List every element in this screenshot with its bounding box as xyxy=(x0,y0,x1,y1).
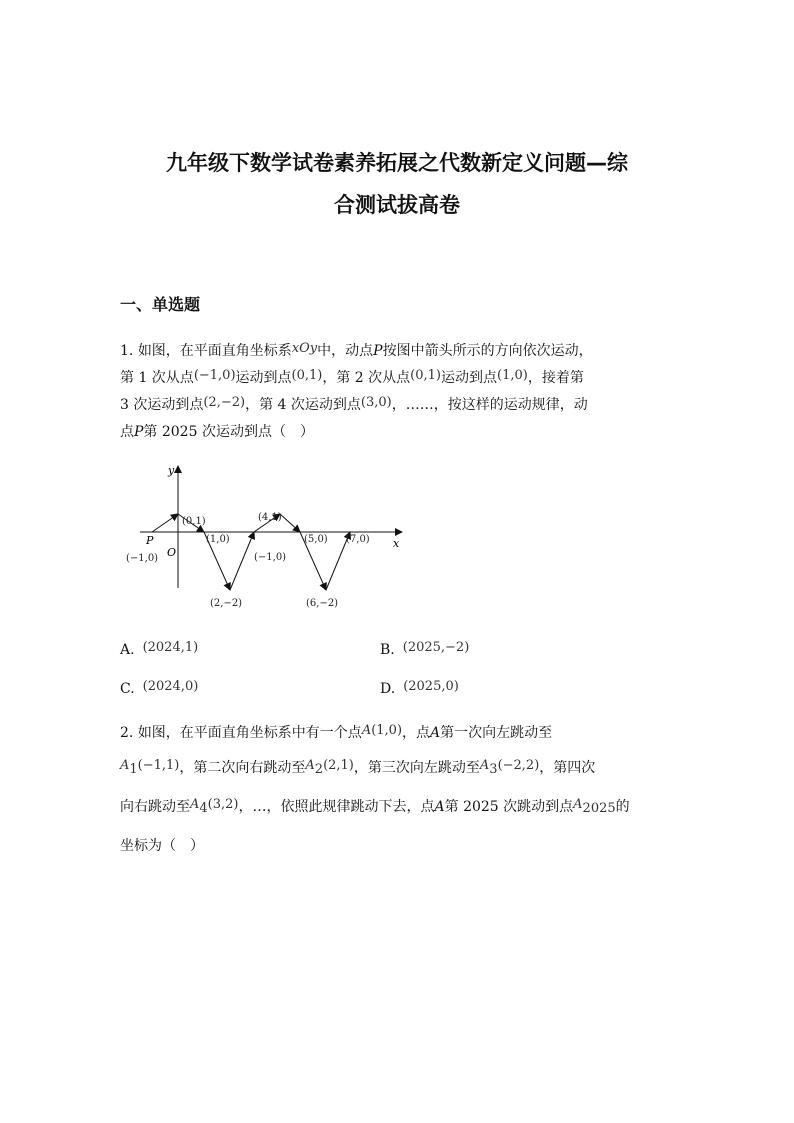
q2-text: 向右跳动至 xyxy=(120,798,190,815)
option-c-label: C. xyxy=(120,681,135,697)
q1-number: 1. xyxy=(120,343,134,359)
q2-coord: (1,0) xyxy=(371,723,403,738)
q2-coord: (−1,1) xyxy=(137,758,180,773)
q1-text: ，第 4 次运动到点 xyxy=(245,397,361,413)
section-heading: 一、单选题 xyxy=(120,295,201,314)
q2-text: ，…，依照此规律跳动下去，点 xyxy=(238,798,435,815)
q2-line-2 xyxy=(120,751,680,790)
q1-text: 运动到点 xyxy=(441,370,497,386)
option-c[interactable] xyxy=(120,681,198,697)
option-d[interactable] xyxy=(380,681,459,697)
option-b-value: (2025,−2) xyxy=(402,640,470,655)
point-label: (−1,0) xyxy=(254,552,287,563)
axis-y-label: y xyxy=(168,464,175,477)
q2-line-3 xyxy=(120,790,680,829)
q1-text: 点 xyxy=(120,424,134,440)
q2-subscript: 4 xyxy=(199,800,208,816)
q2-text: ，点 xyxy=(402,725,431,741)
q2-point: A xyxy=(430,725,441,741)
q2-text: ，第三次向左跳动至 xyxy=(353,760,480,776)
option-c-value: (2024,0) xyxy=(142,679,199,694)
q1-text: 第 1 次从点 xyxy=(120,370,194,386)
q1-text: 3 次运动到点 xyxy=(120,397,204,413)
q1-line-3 xyxy=(120,392,680,419)
q2-coord: (−2,2) xyxy=(497,758,540,773)
q1-line-2 xyxy=(120,365,680,392)
q2-subscript: 3 xyxy=(489,761,498,777)
q2-text: 第 2025 次跳动到点 xyxy=(444,798,574,815)
q1-text: 运动到点 xyxy=(235,370,292,386)
axis-x-label: x xyxy=(393,537,400,550)
point-label: (2,−2) xyxy=(210,598,243,609)
q1-coord: (0,1) xyxy=(410,368,441,383)
q2-line-4 xyxy=(120,829,680,864)
q2-coord: (2,1) xyxy=(323,758,354,773)
q1-text: 按图中箭头所示的方向依次运动， xyxy=(382,343,593,359)
q1-coord: (−1,0) xyxy=(193,368,236,383)
q1-line-1 xyxy=(120,338,680,365)
point-label: (4,1) xyxy=(258,512,282,523)
q1-text: 如图，在平面直角坐标系 xyxy=(137,343,292,359)
point-label: (6,−2) xyxy=(306,598,339,609)
coordinate-figure xyxy=(120,458,410,618)
q2-point: A xyxy=(434,798,445,815)
q2-subscript: 1 xyxy=(129,761,138,777)
q2-coord: (3,2) xyxy=(207,796,239,812)
q1-coord: (3,0) xyxy=(360,395,392,410)
point-label: (−1,0) xyxy=(126,553,159,564)
path-segment xyxy=(152,514,178,532)
q2-point: A xyxy=(573,796,583,812)
q1-text: ，接着第 xyxy=(527,370,584,386)
point-label: (1,0) xyxy=(206,534,230,545)
q2-text: ，第二次向右跳动至 xyxy=(179,760,306,776)
point-label: (5,0) xyxy=(304,534,328,545)
q2-text: 坐标为（ ） xyxy=(120,837,204,854)
q2-point: A xyxy=(120,758,130,773)
q2-point: A xyxy=(479,758,490,773)
option-d-value: (2025,0) xyxy=(403,679,459,694)
option-d-label: D. xyxy=(380,681,396,697)
q2-text: ，第四次 xyxy=(539,760,596,776)
q1-text: 中，动点 xyxy=(317,343,374,359)
title-line-1: 九年级下数学试卷素养拓展之代数新定义问题—综 xyxy=(166,151,628,175)
q1-line-4 xyxy=(120,419,680,445)
option-a[interactable] xyxy=(120,642,198,658)
path-segment xyxy=(230,532,254,590)
origin-label: O xyxy=(167,546,177,559)
option-a-value: (2024,1) xyxy=(142,640,199,655)
q1-text: ，第 2 次从点 xyxy=(322,370,411,386)
q1-coord: (2,−2) xyxy=(203,395,246,410)
q1-coord: (1,0) xyxy=(497,368,528,383)
option-b[interactable] xyxy=(380,642,469,658)
q2-text: 第一次向左跳动至 xyxy=(440,725,553,741)
q1-coord-system: xOy xyxy=(291,341,318,356)
q2-subscript: 2 xyxy=(314,761,324,777)
q2-text: 的 xyxy=(615,798,630,815)
point-label: (0,1) xyxy=(182,516,206,527)
q2-point: A xyxy=(361,723,372,738)
option-a-label: A. xyxy=(120,642,135,658)
q2-line-1 xyxy=(120,716,680,751)
q1-text: 第 2025 次运动到点（ ） xyxy=(143,424,314,440)
question-1 xyxy=(120,338,680,445)
q2-number: 2. xyxy=(120,725,134,741)
q2-text: 如图，在平面直角坐标系中有一个点 xyxy=(137,725,362,741)
path-segment xyxy=(280,514,300,532)
q2-point: A xyxy=(305,758,315,773)
q1-coord: (0,1) xyxy=(291,368,323,383)
point-p-label: P xyxy=(146,534,154,547)
option-b-label: B. xyxy=(380,642,395,658)
q1-point-p: P xyxy=(134,424,144,440)
q2-subscript: 2025 xyxy=(582,800,616,816)
page-title xyxy=(120,142,674,226)
question-2 xyxy=(120,716,680,864)
title-line-2: 合测试拔高卷 xyxy=(334,193,460,217)
q1-point-p: P xyxy=(373,343,383,359)
q2-point: A xyxy=(190,796,200,812)
point-label: (7,0) xyxy=(346,534,370,545)
q1-text: ，……，按这样的运动规律，动 xyxy=(391,397,588,413)
